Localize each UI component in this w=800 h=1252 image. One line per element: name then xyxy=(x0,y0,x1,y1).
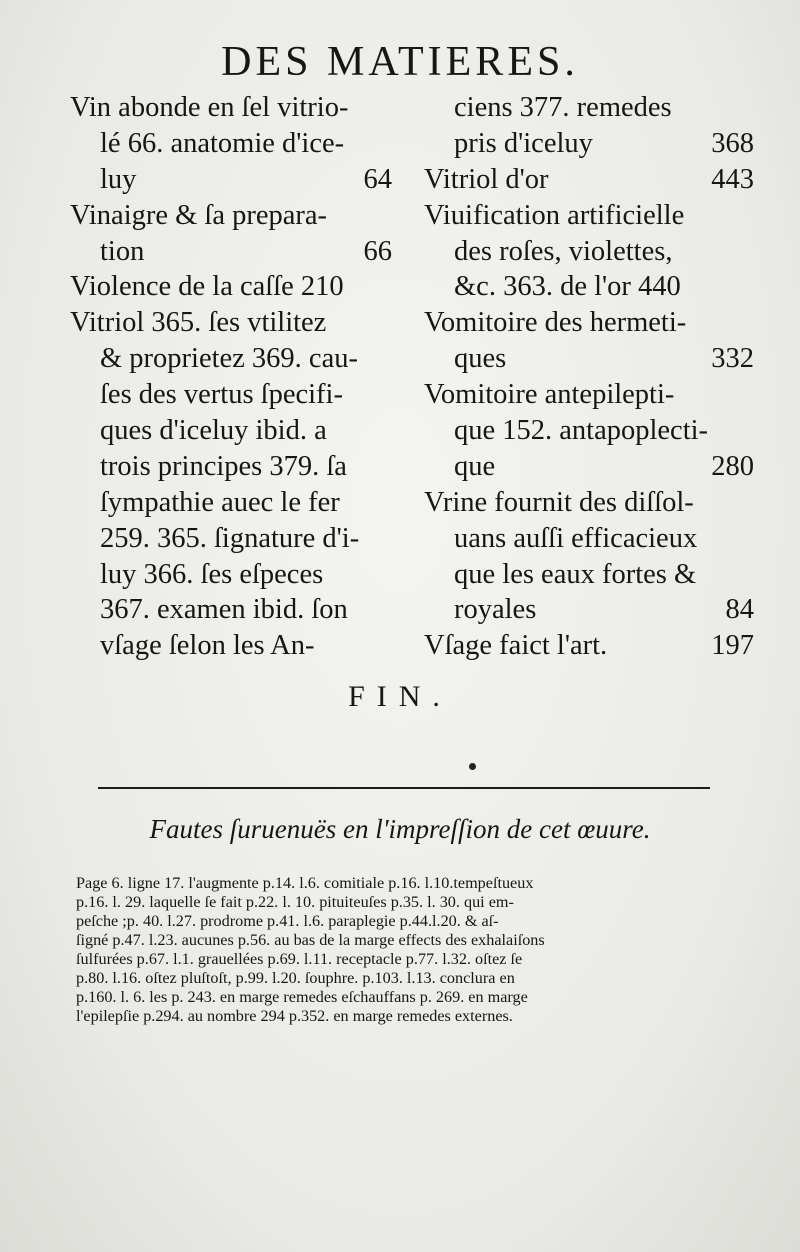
errata-line: p.16. l. 29. laquelle ſe fait p.22. l. 10. pituiteuſes p.35. l. 30. qui em- xyxy=(76,893,514,911)
errata-line: l'epilepſie p.294. au nombre 294 p.352. en marge remedes externes. xyxy=(76,1007,513,1025)
page-number: 84 xyxy=(725,594,754,626)
index-line: Vinaigre & ſa prepara- xyxy=(70,199,328,231)
index-line: luy 366. ſes eſpeces xyxy=(100,558,324,590)
ink-dot xyxy=(469,763,476,770)
page-number: 368 xyxy=(711,127,754,159)
page-number: 66 xyxy=(363,235,392,267)
index-line: pris d'iceluy 368 xyxy=(424,126,754,162)
index-line: royales 84 xyxy=(424,592,754,628)
index-line: Vitriol d'or 443 xyxy=(424,162,754,198)
index-column-right xyxy=(424,90,754,664)
fin-mark: FIN. xyxy=(348,680,452,713)
index-line: que les eaux fortes & xyxy=(454,558,697,590)
index-line: Vſage faict l'art. 197 xyxy=(424,628,754,664)
index-line: tion 66 xyxy=(70,234,392,270)
index-line: &c. 363. de l'or 440 xyxy=(454,271,681,303)
index-line: Vitriol 365. ſes vtilitez xyxy=(70,307,327,339)
errata-line: ſulfurées p.67. l.1. grauellées p.69. l.11. receptacle p.77. l.32. oſtez ſe xyxy=(76,950,523,968)
page-number: 64 xyxy=(363,163,392,195)
errata-line: peſche ;p. 40. l.27. prodrome p.41. l.6. paraplegie p.44.l.20. & aſ- xyxy=(76,912,499,930)
index-line: que 280 xyxy=(424,449,754,485)
index-line: lé 66. anatomie d'ice- xyxy=(100,127,345,159)
index-line: Viuification artificielle xyxy=(424,199,685,231)
index-line: luy 64 xyxy=(70,162,392,198)
errata-line: ſigné p.47. l.23. aucunes p.56. au bas de la marge effects des exhalaiſons xyxy=(76,931,545,949)
index-line: 367. examen ibid. ſon xyxy=(100,594,348,626)
index-line: & proprietez 369. cau- xyxy=(100,343,358,375)
index-line: Vrine fournit des diſſol- xyxy=(424,486,694,518)
errata-line: p.160. l. 6. les p. 243. en marge remedes eſchauffans p. 269. en marge xyxy=(76,988,528,1006)
index-line: ſes des vertus ſpecifi- xyxy=(100,379,343,411)
index-line: trois principes 379. ſa xyxy=(100,450,347,482)
index-line: Vomitoire des hermeti- xyxy=(424,307,687,339)
index-column-left xyxy=(70,90,392,664)
page-number: 443 xyxy=(711,163,754,195)
index-line: ques 332 xyxy=(424,341,754,377)
index-line: ques d'iceluy ibid. a xyxy=(100,415,327,447)
index-line: 259. 365. ſignature d'i- xyxy=(100,522,360,554)
page-title: DES MATIERES. xyxy=(221,39,579,85)
page-number: 197 xyxy=(711,630,754,662)
index-line: Violence de la caſſe 210 xyxy=(70,271,344,303)
index-line: Vin abonde en ſel vitrio- xyxy=(70,92,349,123)
index-line: Vomitoire antepilepti- xyxy=(424,379,675,411)
page-number: 280 xyxy=(711,450,754,482)
index-line: des roſes, violettes, xyxy=(454,235,673,267)
errata-line: p.80. l.16. oſtez pluſtoſt, p.99. l.20. ſouphre. p.103. l.13. conclura en xyxy=(76,969,515,987)
index-line: vſage ſelon les An- xyxy=(100,630,315,662)
errata-title: Fautes ſuruenuës en l'impreſſion de cet œuure. xyxy=(149,814,651,844)
index-line: que 152. antapoplecti- xyxy=(454,415,709,447)
divider-rule xyxy=(98,787,710,789)
page-number: 332 xyxy=(711,343,754,375)
index-line: uans auſſi efficacieux xyxy=(454,522,698,554)
errata-block xyxy=(76,874,756,1026)
index-line: ciens 377. remedes xyxy=(454,92,672,123)
index-line: ſympathie auec le fer xyxy=(100,486,340,518)
errata-line: Page 6. ligne 17. l'augmente p.14. l.6. comitiale p.16. l.10.tempeſtueux xyxy=(76,874,534,892)
